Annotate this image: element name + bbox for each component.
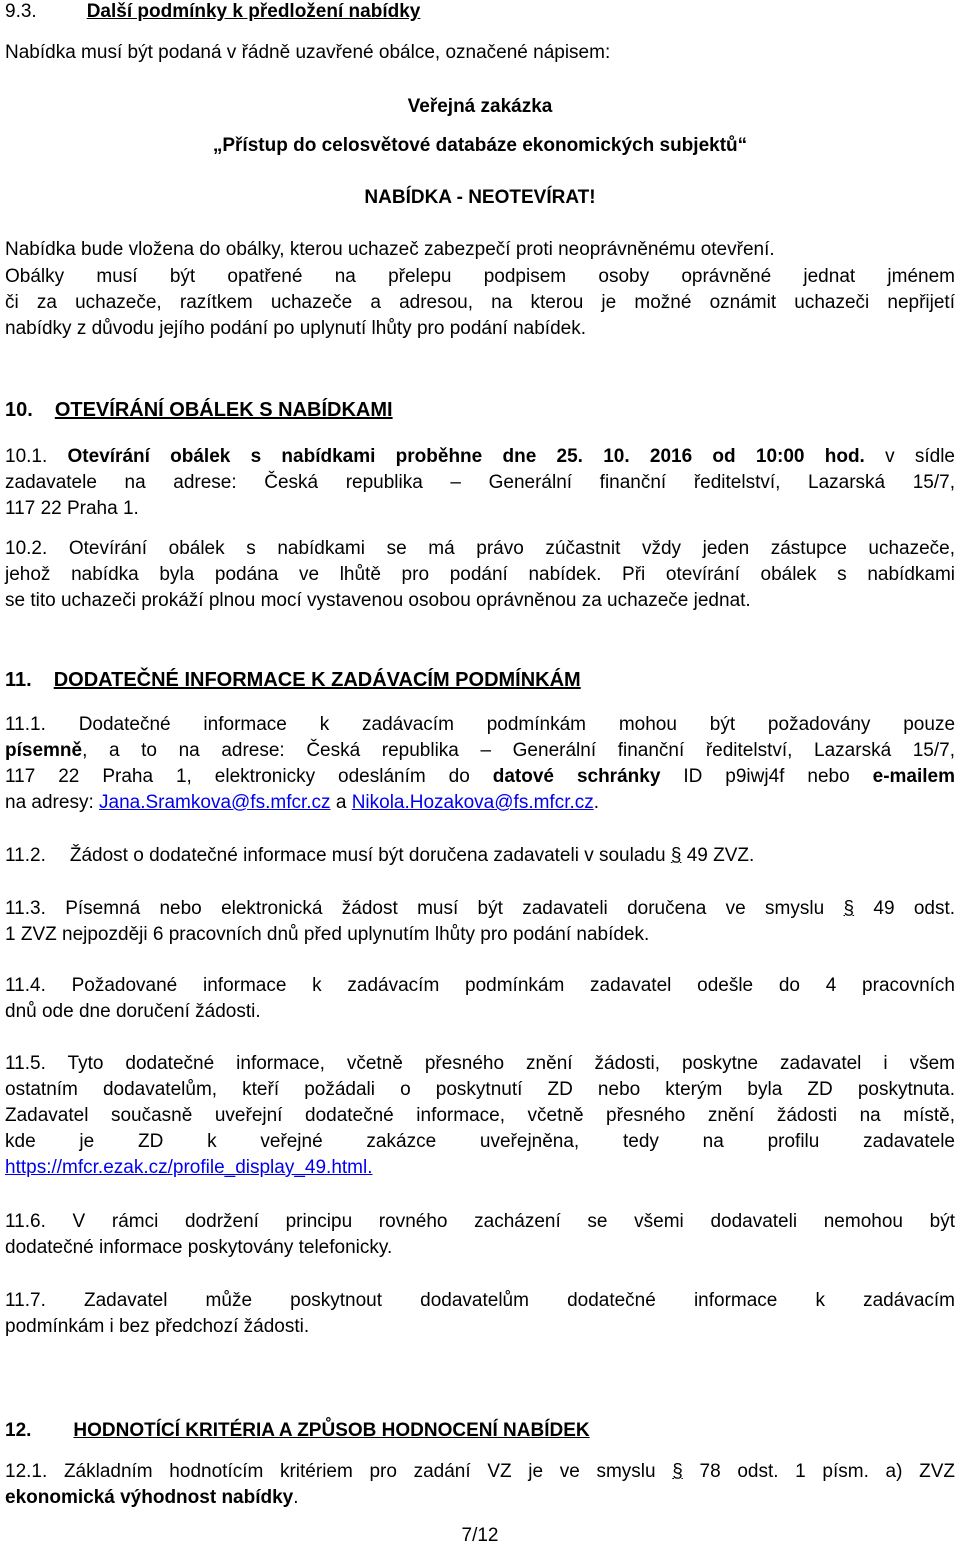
paragraph-text: ID p9iwj4f nebo (683, 766, 850, 787)
paragraph-line: 117 22 Praha 1. (5, 498, 139, 519)
section-12-heading (5, 1419, 590, 1443)
item-number: 11.1. (5, 714, 46, 735)
emphasis-text: ekonomická výhodnost nabídky (5, 1487, 294, 1508)
paragraph-text: Dodatečné informace k zadávacím podmínkám mohou být požadovány pouze (78, 714, 956, 735)
item-number: 10.2. (5, 538, 48, 559)
paragraph-line: 1 ZVZ nejpozději 6 pracovních dnů před uplynutím lhůty pro podání nabídek. (5, 924, 650, 945)
paragraph-line: se tito uchazeči prokáží plnou mocí vystavenou osobou oprávněnou za uchazeče jednat. (5, 590, 751, 611)
paragraph-line: Obálky musí být opatřené na přelepu podpisem osoby oprávněné jednat jménem (5, 266, 955, 287)
paragraph-text: Zadavatel může poskytnout dodavatelům dodatečné informace k zadávacím (83, 1290, 955, 1311)
section-title: HODNOTÍCÍ KRITÉRIA A ZPŮSOB HODNOCENÍ NABÍDEK (73, 1420, 590, 1441)
emphasis-text: datové schránky (492, 766, 661, 787)
paragraph-line: ostatním dodavatelům, kteří požádali o poskytnutí ZD nebo kterým byla ZD poskytnuta. (5, 1079, 955, 1100)
item-number: 11.6. (5, 1211, 46, 1232)
item-11-1-line-2 (5, 739, 955, 763)
paragraph-text: 49 ZVZ. (686, 845, 755, 866)
paragraph-line: podmínkám i bez předchozí žádosti. (5, 1316, 310, 1337)
item-number: 12.1. (5, 1461, 48, 1482)
paragraph-text: . (293, 1487, 299, 1508)
envelope-label-line-2: „Přístup do celosvětové databáze ekonomických subjektů“ (212, 135, 748, 156)
item-11-1-line-1 (5, 713, 955, 737)
page-number: 7/12 (461, 1525, 499, 1546)
paragraph-text: Požadované informace k zadávacím podmínkám zadavatel odešle do 4 pracovních (71, 975, 955, 996)
emphasis-text: písemně (5, 740, 83, 761)
intro-paragraph: Nabídka musí být podaná v řádně uzavřené obálce, označené nápisem: (5, 42, 611, 63)
paragraph-text: Základním hodnotícím kritériem pro zadání VZ je ve smyslu (63, 1461, 656, 1482)
section-title: Další podmínky k předložení nabídky (86, 1, 421, 22)
paragraph-line: jehož nabídka byla podána ve lhůtě pro podání nabídek. Při otevírání obálek s nabídkami (5, 564, 955, 585)
section-10-heading (5, 398, 393, 422)
item-11-6-line-1 (5, 1210, 955, 1234)
paragraph-text: , a to na adrese: Česká republika – Generální finanční ředitelství, Lazarská 15/7, (82, 740, 955, 761)
item-11-3-line-1 (5, 897, 955, 921)
paragraph-line: nabídky z důvodu jejího podání po uplynutí lhůty pro podání nabídek. (5, 318, 586, 339)
paragraph-line: Nabídka bude vložena do obálky, kterou uchazeč zabezpečí proti neoprávněnému otevření. (5, 239, 775, 260)
paragraph-line: zadavatele na adrese: Česká republika – Generální finanční ředitelství, Lazarská 15/7, (5, 472, 955, 493)
emphasis-text: e-mailem (872, 766, 955, 787)
section-title: DODATEČNÉ INFORMACE K ZADÁVACÍM PODMÍNKÁM (53, 669, 581, 691)
opening-date-text: Otevírání obálek s nabídkami proběhne dne 25. 10. 2016 od 10:00 hod. (67, 446, 865, 467)
item-number: 11.5. (5, 1053, 46, 1074)
item-10-1-line-1 (5, 445, 955, 469)
paragraph-line: či za uchazeče, razítkem uchazeče a adresou, na kterou je možné oznámit uchazeči nepřijetí (5, 292, 955, 313)
paragraph-text: na adresy: (5, 792, 94, 813)
paragraph-text: 49 odst. (873, 898, 956, 919)
item-11-1-line-4 (5, 791, 599, 815)
item-number: 11.3. (5, 898, 46, 919)
item-11-4-line-1 (5, 974, 955, 998)
paragraph-text: 78 odst. 1 písm. a) ZVZ (699, 1461, 955, 1482)
section-number: 11. (5, 669, 32, 691)
paragraph-text: Tyto dodatečné informace, včetně přesného znění žádosti, poskytne zadavatel i všem (67, 1053, 955, 1074)
paragraph-text: . (593, 792, 600, 813)
email-link-sramkova[interactable]: Jana.Sramkova@fs.mfcr.cz (99, 792, 331, 813)
paragraph-text: a (335, 792, 347, 813)
profile-link[interactable]: https://mfcr.ezak.cz/profile_display_49.html. (5, 1157, 373, 1178)
paragraph-line: Zadavatel současně uveřejní dodatečné informace, včetně přesného znění žádosti na místě, (5, 1105, 955, 1126)
section-sign-link: § (670, 845, 682, 866)
section-sign-link: § (843, 898, 855, 919)
item-number: 10.1. (5, 446, 48, 467)
paragraph-text: 117 22 Praha 1, elektronicky odesláním do (5, 766, 470, 787)
section-number: 10. (5, 399, 33, 421)
item-number: 11.7. (5, 1290, 46, 1311)
paragraph-line: dnů ode dne doručení žádosti. (5, 1001, 261, 1022)
envelope-label-line-1: Veřejná zakázka (407, 96, 553, 117)
item-number: 11.2. (5, 845, 46, 866)
section-title: OTEVÍRÁNÍ OBÁLEK S NABÍDKAMI (54, 399, 393, 421)
item-number: 11.4. (5, 975, 46, 996)
paragraph-text: v sídle (885, 446, 955, 467)
item-10-2-line-1 (5, 537, 955, 561)
section-9-3-heading (5, 0, 420, 24)
item-12-1-line-2 (5, 1486, 299, 1510)
item-12-1-line-1 (5, 1460, 955, 1484)
section-number: 12. (5, 1420, 32, 1441)
item-11-7-line-1 (5, 1289, 955, 1313)
paragraph-text: Písemná nebo elektronická žádost musí být zadavateli doručena ve smyslu (65, 898, 825, 919)
section-number: 9.3. (5, 1, 37, 22)
paragraph-text: Žádost o dodatečné informace musí být doručena zadavateli v souladu (69, 845, 666, 866)
paragraph-text: Otevírání obálek s nabídkami se má právo zúčastnit vždy jeden zástupce uchazeče, (68, 538, 955, 559)
item-11-1-line-3 (5, 765, 955, 789)
email-link-hozakova[interactable]: Nikola.Hozakova@fs.mfcr.cz (351, 792, 594, 813)
section-sign-link: § (672, 1461, 683, 1482)
profile-link-line (5, 1156, 373, 1180)
section-11-heading (5, 668, 581, 692)
item-11-2-line-1 (5, 844, 754, 868)
envelope-label-line-3: NABÍDKA - NEOTEVÍRAT! (364, 187, 596, 208)
paragraph-text: V rámci dodržení principu rovného zacházení se všemi dodavateli nemohou být (72, 1211, 955, 1232)
paragraph-line: kde je ZD k veřejné zakázce uveřejněna, tedy na profilu zadavatele (5, 1131, 955, 1152)
item-11-5-line-1 (5, 1052, 955, 1076)
paragraph-line: dodatečné informace poskytovány telefonicky. (5, 1237, 393, 1258)
